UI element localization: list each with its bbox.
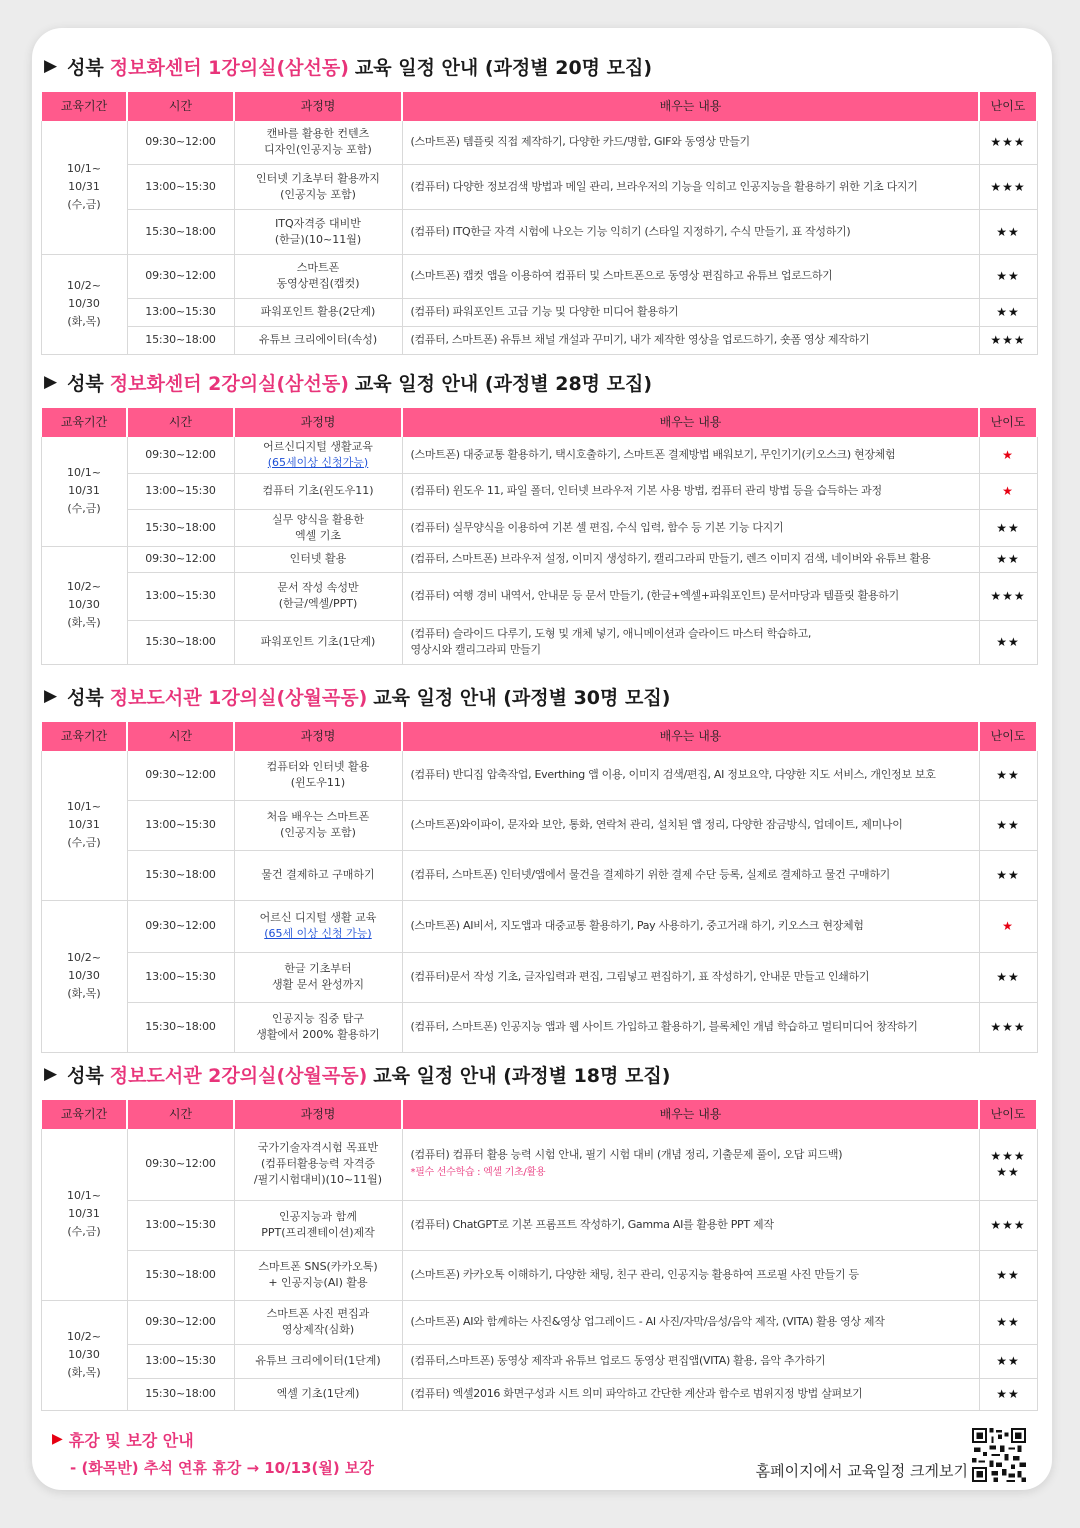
header-row — [41, 407, 1037, 436]
content-cell — [402, 572, 979, 620]
content-text: (컴퓨터) 엑셀2016 화면구성과 시트 의미 파악하고 간단한 계산과 함수로 범위지정 방법 살펴보기 — [410, 1387, 863, 1400]
header-row — [41, 91, 1037, 120]
heading-prefix: 성북 — [67, 686, 104, 709]
play-arrow-icon: ▶ — [44, 686, 58, 706]
header-content: 배우는 내용 — [402, 721, 979, 750]
notice-title: 휴강 및 보강 안내 — [68, 1430, 194, 1450]
table-row — [41, 1002, 1037, 1052]
content-cell — [402, 436, 979, 473]
venue-name: 정보화센터 2강의실(삼선동) — [109, 372, 349, 395]
course-cell — [234, 1002, 402, 1052]
table-row — [41, 164, 1037, 209]
content-cell — [402, 164, 979, 209]
heading-suffix: 교육 일정 안내 (과정별 28명 모집) — [354, 372, 653, 395]
course-name: 스마트폰 사진 편집과 영상제작(심화) — [266, 1307, 370, 1336]
course-cell — [234, 800, 402, 850]
heading-prefix: 성북 — [67, 1064, 104, 1087]
header-period: 교육기간 — [41, 91, 127, 120]
content-cell — [402, 800, 979, 850]
content-text: (스마트폰) 캡컷 앱을 이용하여 컴퓨터 및 스마트폰으로 동영상 편집하고 유튜브 업로드하기 — [410, 269, 833, 282]
course-cell — [234, 620, 402, 664]
header-time: 시간 — [127, 721, 234, 750]
content-text: (스마트폰) 카카오톡 이해하기, 다양한 채팅, 친구 관리, 인공지능 활용하여 프로필 사진 만들기 등 — [410, 1268, 859, 1281]
content-text: (컴퓨터,스마트폰) 동영상 제작과 유튜브 업로드 동영상 편집앱(VITA) 활용, 음악 추가하기 — [410, 1354, 826, 1367]
table-row — [41, 850, 1037, 900]
table-row — [41, 1250, 1037, 1300]
content-text: (스마트폰) AI비서, 지도앱과 대중교통 활용하기, Pay 사용하기, 중고거래 하기, 키오스크 현장체험 — [410, 919, 864, 932]
course-cell — [234, 1250, 402, 1300]
qr-code-icon[interactable] — [972, 1428, 1026, 1482]
difficulty-stars: ★★ — [979, 800, 1037, 850]
venue-name: 정보도서관 2강의실(상월곡동) — [109, 1064, 368, 1087]
time-cell: 15:30~18:00 — [127, 620, 234, 664]
table-row — [41, 1128, 1037, 1200]
section-heading — [44, 366, 1038, 398]
table-row — [41, 900, 1037, 952]
course-cell — [234, 326, 402, 354]
table-row — [41, 1300, 1037, 1344]
difficulty-stars: ★ — [979, 473, 1037, 509]
closure-notice — [52, 1425, 374, 1481]
play-arrow-icon: ▶ — [44, 56, 58, 76]
table-row — [41, 620, 1037, 664]
time-cell: 13:00~15:30 — [127, 572, 234, 620]
course-name: 인터넷 활용 — [289, 552, 347, 565]
course-name: 인공지능 집중 탐구 생활에서 200% 활용하기 — [256, 1012, 380, 1041]
header-course: 과정명 — [234, 721, 402, 750]
course-name: 어르신 디지털 생활 교육 — [259, 911, 377, 924]
course-cell — [234, 254, 402, 298]
time-cell: 13:00~15:30 — [127, 164, 234, 209]
difficulty-stars: ★★★ — [979, 1200, 1037, 1250]
content-cell — [402, 952, 979, 1002]
course-name: 실무 양식을 활용한 엑셀 기초 — [271, 512, 364, 542]
header-content: 배우는 내용 — [402, 407, 979, 436]
heading-suffix: 교육 일정 안내 (과정별 18명 모집) — [373, 1064, 671, 1087]
time-cell: 09:30~12:00 — [127, 546, 234, 572]
difficulty-stars: ★★★ — [979, 164, 1037, 209]
course-cell — [234, 164, 402, 209]
content-cell — [402, 546, 979, 572]
course-cell — [234, 436, 402, 473]
course-name: 캔바를 활용한 컨텐츠 디자인(인공지능 포함) — [264, 127, 372, 156]
period-cell: 10/1~ 10/31 (수,금) — [41, 750, 127, 900]
course-name: 국가기술자격시험 목표반 (컴퓨터활용능력 자격증 /필기시험대비)(10~11월) — [253, 1141, 383, 1186]
content-text: (스마트폰) 대중교통 활용하기, 택시호출하기, 스마트폰 결제방법 배워보기, 무인기기(키오스크) 현장체험 — [410, 447, 896, 461]
course-cell — [234, 298, 402, 326]
schedule-section — [40, 366, 1038, 665]
course-cell — [234, 850, 402, 900]
course-cell — [234, 120, 402, 164]
time-cell: 15:30~18:00 — [127, 1250, 234, 1300]
section-heading — [44, 680, 1038, 712]
difficulty-stars: ★★★ — [979, 326, 1037, 354]
play-arrow-icon: ▶ — [44, 1064, 58, 1084]
course-cell — [234, 509, 402, 546]
course-cell — [234, 1378, 402, 1410]
difficulty-stars: ★★ — [979, 750, 1037, 800]
homepage-link[interactable]: 홈페이지에서 교육일정 크게보기 — [755, 1462, 968, 1480]
heading-prefix: 성북 — [67, 56, 104, 79]
time-cell: 15:30~18:00 — [127, 1002, 234, 1052]
venue-name: 정보도서관 1강의실(상월곡동) — [109, 686, 368, 709]
content-text: (컴퓨터) 컴퓨터 활용 능력 시험 안내, 필기 시험 대비 (개념 정리, 기출문제 풀이, 오답 피드백) — [410, 1148, 843, 1161]
table-row — [41, 209, 1037, 254]
course-name: 컴퓨터와 인터넷 활용 (윈도우11) — [266, 760, 370, 789]
content-cell — [402, 1378, 979, 1410]
content-cell — [402, 850, 979, 900]
content-text: (스마트폰)와이파이, 문자와 보안, 통화, 연락처 관리, 설치된 앱 정리, 다양한 잠금방식, 업데이트, 제미나이 — [410, 818, 903, 831]
notice-arrow-icon: ▶ — [52, 1431, 63, 1447]
time-cell: 09:30~12:00 — [127, 750, 234, 800]
difficulty-stars: ★★ — [979, 1250, 1037, 1300]
header-row — [41, 721, 1037, 750]
table-row — [41, 473, 1037, 509]
time-cell: 13:00~15:30 — [127, 952, 234, 1002]
course-cell — [234, 900, 402, 952]
course-name: ITQ자격증 대비반 (한글)(10~11월) — [274, 216, 362, 246]
course-name: 스마트폰 SNS(카카오톡) + 인공지능(AI) 활용 — [258, 1260, 378, 1289]
difficulty-stars: ★★ — [979, 1344, 1037, 1378]
course-name: 인터넷 기초부터 활용까지 (인공지능 포함) — [256, 171, 380, 201]
time-cell: 13:00~15:30 — [127, 1200, 234, 1250]
content-text: (컴퓨터, 스마트폰) 인터넷/앱에서 물건을 결제하기 위한 결제 수단 등록, 실제로 결제하고 물건 구매하기 — [410, 868, 891, 881]
difficulty-stars: ★★ — [979, 546, 1037, 572]
schedule-section — [40, 680, 1038, 1053]
table-row — [41, 800, 1037, 850]
content-cell — [402, 509, 979, 546]
schedule-table — [40, 1098, 1038, 1411]
course-cell — [234, 750, 402, 800]
content-text: (컴퓨터) 다양한 정보검색 방법과 메일 관리, 브라우저의 기능을 익히고 인공지능을 활용하기 위한 기초 다지기 — [410, 179, 918, 193]
content-cell — [402, 120, 979, 164]
header-content: 배우는 내용 — [402, 91, 979, 120]
schedule-table — [40, 406, 1038, 665]
table-row — [41, 254, 1037, 298]
course-cell — [234, 209, 402, 254]
content-cell — [402, 326, 979, 354]
table-row — [41, 326, 1037, 354]
difficulty-stars: ★ — [979, 436, 1037, 473]
time-cell: 09:30~12:00 — [127, 120, 234, 164]
content-text: (컴퓨터, 스마트폰) 인공지능 앱과 웹 사이트 가입하고 활용하기, 블록체인 개념 학습하고 멀티미디어 창작하기 — [410, 1020, 918, 1033]
course-name: 유튜브 크리에이터(속성) — [258, 333, 378, 346]
table-row — [41, 750, 1037, 800]
play-arrow-icon: ▶ — [44, 372, 58, 392]
course-name: 엑셀 기초(1단계) — [276, 1387, 360, 1400]
venue-name: 정보화센터 1강의실(삼선동) — [109, 56, 349, 79]
header-course: 과정명 — [234, 1099, 402, 1128]
content-cell — [402, 1344, 979, 1378]
course-name: 스마트폰 동영상편집(캡컷) — [276, 261, 360, 290]
content-text: (컴퓨터)문서 작성 기초, 글자입력과 편집, 그림넣고 편집하기, 표 작성하기, 안내문 만들고 인쇄하기 — [410, 970, 870, 983]
header-time: 시간 — [127, 407, 234, 436]
period-cell: 10/2~ 10/30 (화,목) — [41, 254, 127, 354]
time-cell: 15:30~18:00 — [127, 326, 234, 354]
schedule-table — [40, 90, 1038, 355]
difficulty-stars: ★★ — [979, 254, 1037, 298]
content-text: (컴퓨터) 반디집 압축작업, Everthing 앱 이용, 이미지 검색/편집, AI 정보요약, 다양한 지도 서비스, 개인정보 보호 — [410, 768, 936, 781]
section-heading — [44, 50, 1038, 82]
header-period: 교육기간 — [41, 1099, 127, 1128]
header-period: 교육기간 — [41, 721, 127, 750]
course-cell — [234, 1344, 402, 1378]
period-cell: 10/2~ 10/30 (화,목) — [41, 1300, 127, 1410]
course-cell — [234, 1128, 402, 1200]
notice-detail: - (화목반) 추석 연휴 휴강 → 10/13(월) 보강 — [70, 1458, 374, 1477]
content-text: (컴퓨터) ITQ한글 자격 시험에 나오는 기능 익히기 (스타일 지정하기, 수식 만들기, 표 작성하기) — [410, 224, 851, 238]
content-cell — [402, 750, 979, 800]
course-cell — [234, 473, 402, 509]
content-text: (컴퓨터) 실무양식을 이용하여 기본 셀 편집, 수식 입력, 함수 등 기본 기능 다지기 — [410, 520, 784, 534]
header-course: 과정명 — [234, 91, 402, 120]
table-row — [41, 1378, 1037, 1410]
heading-suffix: 교육 일정 안내 (과정별 20명 모집) — [354, 56, 653, 79]
header-course: 과정명 — [234, 407, 402, 436]
content-text: (컴퓨터) 슬라이드 다루기, 도형 및 개체 넣기, 애니메이션과 슬라이드 마스터 학습하고, 영상시와 캘리그라피 만들기 — [410, 627, 812, 656]
content-text: (컴퓨터) 여행 경비 내역서, 안내문 등 문서 만들기, (한글+엑셀+파워포인트) 문서마당과 템플릿 활용하기 — [410, 589, 899, 602]
time-cell: 13:00~15:30 — [127, 1344, 234, 1378]
course-cell — [234, 1200, 402, 1250]
header-row — [41, 1099, 1037, 1128]
difficulty-stars: ★★★ ★★ — [979, 1128, 1037, 1200]
content-text: (컴퓨터) ChatGPT로 기본 프롬프트 작성하기, Gamma AI를 활용한 PPT 제작 — [410, 1218, 774, 1231]
course-name: 한글 기초부터 생활 문서 완성까지 — [271, 962, 364, 991]
difficulty-stars: ★★ — [979, 509, 1037, 546]
course-name: 어르신디지털 생활교육 — [263, 439, 373, 453]
course-name: 파워포인트 활용(2단계) — [260, 305, 376, 318]
time-cell: 15:30~18:00 — [127, 1378, 234, 1410]
course-name: 컴퓨터 기초(윈도우11) — [262, 484, 374, 497]
content-text: (컴퓨터) 윈도우 11, 파일 폴더, 인터넷 브라우저 기본 사용 방법, 컴퓨터 관리 방법 등을 습득하는 과정 — [410, 484, 882, 497]
table-row — [41, 952, 1037, 1002]
content-cell — [402, 473, 979, 509]
content-text: (컴퓨터, 스마트폰) 브라우저 설정, 이미지 생성하기, 캘리그라피 만들기, 렌즈 이미지 검색, 네이버와 유튜브 활용 — [410, 552, 931, 565]
difficulty-stars: ★★ — [979, 620, 1037, 664]
difficulty-stars: ★★ — [979, 850, 1037, 900]
time-cell: 13:00~15:30 — [127, 800, 234, 850]
content-text: (컴퓨터) 파워포인트 고급 기능 및 다양한 미디어 활용하기 — [410, 305, 679, 318]
course-cell — [234, 546, 402, 572]
table-row — [41, 572, 1037, 620]
difficulty-stars: ★★ — [979, 209, 1037, 254]
schedule-table — [40, 720, 1038, 1053]
course-cell — [234, 1300, 402, 1344]
time-cell: 13:00~15:30 — [127, 298, 234, 326]
eligibility-link[interactable]: (65세이상 신청가능) — [267, 455, 369, 469]
period-cell: 10/2~ 10/30 (화,목) — [41, 546, 127, 664]
content-cell — [402, 1128, 979, 1200]
difficulty-stars: ★★ — [979, 1300, 1037, 1344]
time-cell: 09:30~12:00 — [127, 1128, 234, 1200]
time-cell: 13:00~15:30 — [127, 473, 234, 509]
course-cell — [234, 572, 402, 620]
table-row — [41, 509, 1037, 546]
difficulty-stars: ★★ — [979, 1378, 1037, 1410]
content-cell — [402, 1300, 979, 1344]
header-time: 시간 — [127, 91, 234, 120]
schedule-section — [40, 50, 1038, 355]
table-row — [41, 1200, 1037, 1250]
content-cell — [402, 1250, 979, 1300]
difficulty-stars: ★ — [979, 900, 1037, 952]
section-heading — [44, 1058, 1038, 1090]
course-name: 파워포인트 기초(1단계) — [260, 635, 376, 648]
content-text: (컴퓨터, 스마트폰) 유튜브 채널 개설과 꾸미기, 내가 제작한 영상을 업로드하기, 숏폼 영상 제작하기 — [410, 333, 870, 346]
content-text: (스마트폰) 템플릿 직접 제작하기, 다양한 카드/명함, GIF와 동영상 만들기 — [410, 135, 750, 148]
course-name: 처음 배우는 스마트폰 (인공지능 포함) — [266, 810, 370, 839]
table-row — [41, 546, 1037, 572]
period-cell: 10/1~ 10/31 (수,금) — [41, 436, 127, 546]
course-name: 유튜브 크리에이터(1단계) — [255, 1354, 381, 1367]
header-period: 교육기간 — [41, 407, 127, 436]
time-cell: 09:30~12:00 — [127, 436, 234, 473]
course-name: 문서 작성 속성반 (한글/엑셀/PPT) — [277, 581, 359, 610]
time-cell: 09:30~12:00 — [127, 900, 234, 952]
content-cell — [402, 620, 979, 664]
period-cell: 10/1~ 10/31 (수,금) — [41, 1128, 127, 1300]
time-cell: 15:30~18:00 — [127, 509, 234, 546]
header-level: 난이도 — [979, 91, 1037, 120]
header-time: 시간 — [127, 1099, 234, 1128]
heading-suffix: 교육 일정 안내 (과정별 30명 모집) — [373, 686, 671, 709]
table-row — [41, 120, 1037, 164]
prerequisite-note: *필수 선수학습 : 엑셀 기초/활용 — [410, 1167, 546, 1178]
course-cell — [234, 952, 402, 1002]
course-name: 인공지능과 함께 PPT(프리젠테이션)제작 — [261, 1210, 375, 1239]
table-row — [41, 1344, 1037, 1378]
header-level: 난이도 — [979, 721, 1037, 750]
period-cell: 10/1~ 10/31 (수,금) — [41, 120, 127, 254]
time-cell: 15:30~18:00 — [127, 850, 234, 900]
content-cell — [402, 209, 979, 254]
content-cell — [402, 298, 979, 326]
difficulty-stars: ★★★ — [979, 572, 1037, 620]
heading-prefix: 성북 — [67, 372, 104, 395]
header-level: 난이도 — [979, 1099, 1037, 1128]
table-row — [41, 298, 1037, 326]
table-row — [41, 436, 1037, 473]
header-content: 배우는 내용 — [402, 1099, 979, 1128]
time-cell: 09:30~12:00 — [127, 1300, 234, 1344]
content-cell — [402, 1200, 979, 1250]
content-cell — [402, 900, 979, 952]
content-cell — [402, 254, 979, 298]
time-cell: 15:30~18:00 — [127, 209, 234, 254]
time-cell: 09:30~12:00 — [127, 254, 234, 298]
course-name: 물건 결제하고 구매하기 — [261, 868, 375, 881]
header-level: 난이도 — [979, 407, 1037, 436]
difficulty-stars: ★★ — [979, 952, 1037, 1002]
period-cell: 10/2~ 10/30 (화,목) — [41, 900, 127, 1052]
content-cell — [402, 1002, 979, 1052]
difficulty-stars: ★★★ — [979, 120, 1037, 164]
eligibility-link[interactable]: (65세 이상 신청 가능) — [264, 927, 372, 940]
difficulty-stars: ★★★ — [979, 1002, 1037, 1052]
content-text: (스마트폰) AI와 함께하는 사진&영상 업그레이드 - AI 사진/자막/음성/음악 제작, (VITA) 활용 영상 제작 — [410, 1315, 885, 1328]
schedule-section — [40, 1058, 1038, 1411]
difficulty-stars: ★★ — [979, 298, 1037, 326]
